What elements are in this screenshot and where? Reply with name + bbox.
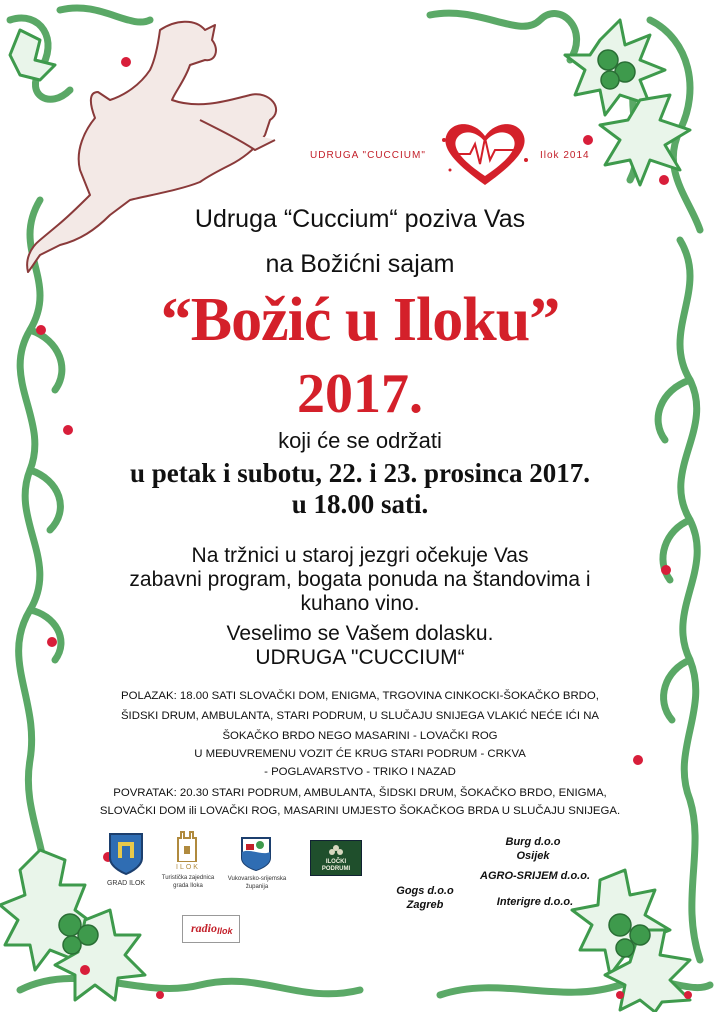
invite-line-1: Udruga “Cuccium“ poziva Vas bbox=[194, 205, 526, 233]
heart-ecg-icon bbox=[440, 120, 530, 190]
grape-icon bbox=[328, 844, 344, 858]
logo-left-text: UDRUGA "CUCCIUM" bbox=[310, 150, 426, 161]
radio-name: Ilok bbox=[217, 926, 233, 936]
ilok-tower-icon bbox=[174, 828, 200, 862]
body-line-4: Veselimo se Vašem dolasku. bbox=[226, 622, 494, 645]
ilocki-podrumi-logo bbox=[310, 840, 362, 876]
return-line-2: SLOVAČKI DOM ili LOVAČKI ROG, MASARINI UMJESTO ŠOKAČKOG BRDA U SLUČAJU SNIJEGA. bbox=[99, 805, 621, 817]
vsz-caption-1: Vukovarsko-srijemska bbox=[227, 876, 287, 882]
body-line-2: zabavni program, bogata ponuda na štandovima i bbox=[129, 568, 591, 591]
invite-line-2: na Božićni sajam bbox=[265, 250, 455, 278]
sponsor-burg-2: Osijek bbox=[516, 850, 550, 862]
sponsor-burg-1: Burg d.o.o bbox=[505, 836, 561, 848]
event-title: “Božić u Iloku” bbox=[160, 286, 560, 354]
sponsor-agro: AGRO-SRIJEM d.o.o. bbox=[480, 870, 590, 882]
departure-line-2: ŠIDSKI DRUM, AMBULANTA, STARI PODRUM, U SLUČAJU SNIJEGA VLAKIĆ NEĆE IĆI NA bbox=[120, 710, 600, 722]
body-line-1: Na tržnici u staroj jezgri očekuje Vas bbox=[191, 544, 529, 567]
event-time: u 18.00 sati. bbox=[291, 489, 429, 519]
body-line-3: kuhano vino. bbox=[300, 592, 420, 615]
udruga-cuccium-logo bbox=[310, 120, 600, 190]
logo-right-text: Ilok 2014 bbox=[540, 150, 590, 161]
tz-caption-2: grada Iloka bbox=[173, 883, 203, 889]
radio-text: radio bbox=[191, 921, 218, 935]
held-line: koji će se održati bbox=[278, 428, 442, 453]
departure-line-5: - POGLAVARSTVO - TRIKO I NAZAD bbox=[264, 766, 456, 778]
grad-ilok-crest-icon bbox=[108, 832, 144, 876]
return-line-1: POVRATAK: 20.30 STARI PODRUM, AMBULANTA, ŠIDSKI DRUM, ŠOKAČKO BRDO, ENIGMA, bbox=[113, 787, 607, 799]
event-date: u petak i subotu, 22. i 23. prosinca 2017. bbox=[129, 458, 591, 488]
podrumi-line-1: ILOČKI bbox=[325, 859, 347, 865]
event-year: 2017. bbox=[297, 363, 423, 425]
departure-line-1: POLAZAK: 18.00 SATI SLOVAČKI DOM, ENIGMA, TRGOVINA CINKOCKI-ŠOKAČKO BRDO, bbox=[121, 690, 599, 702]
sponsor-gogs-2: Zagreb bbox=[406, 899, 444, 911]
departure-line-3: ŠOKAČKO BRDO NEGO MASARINI - LOVAČKI ROG bbox=[222, 730, 498, 742]
departure-line-4: U MEĐUVREMENU VOZIT ĆE KRUG STARI PODRUM - CRKVA bbox=[194, 748, 526, 760]
tz-caption-1: Turistička zajednica bbox=[161, 875, 215, 881]
sponsor-gogs-1: Gogs d.o.o bbox=[396, 885, 454, 897]
vsz-caption-2: županija bbox=[245, 884, 269, 890]
ilok-brand-text: ILOK bbox=[176, 864, 200, 871]
sponsor-interigre: Interigre d.o.o. bbox=[496, 896, 574, 908]
body-line-5: UDRUGA "CUCCIUM“ bbox=[255, 646, 465, 669]
podrumi-line-2: PODRUMI bbox=[321, 866, 351, 872]
radio-ilok-logo bbox=[182, 915, 240, 943]
vukovar-srijem-crest-icon bbox=[240, 836, 272, 872]
grad-ilok-caption: GRAD ILOK bbox=[106, 880, 146, 887]
